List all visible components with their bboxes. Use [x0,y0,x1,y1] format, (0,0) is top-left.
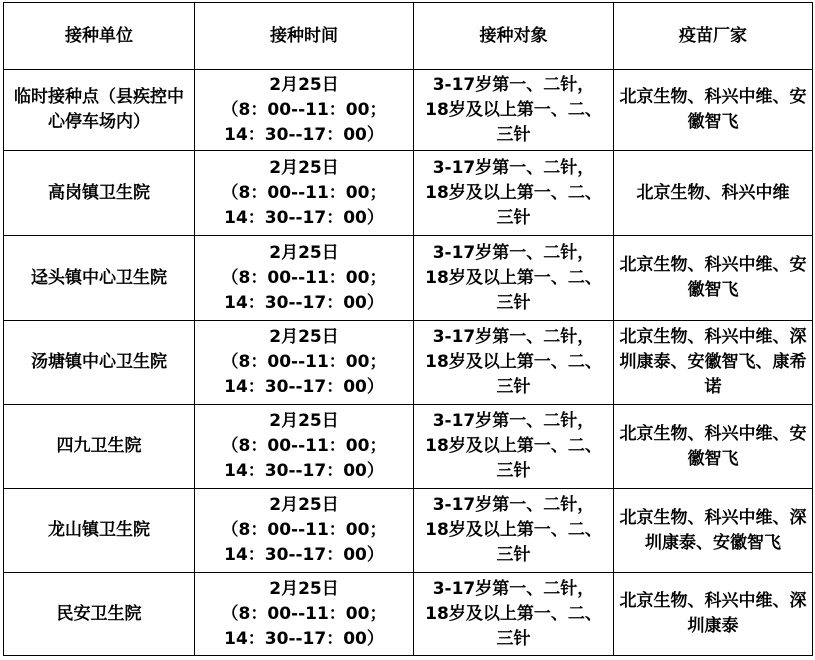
target-line: 三针 [496,292,531,313]
target-cell [414,151,614,236]
vaccination-schedule-table [3,2,813,656]
target-line: 18岁及以上第一、二、 [425,182,602,203]
unit-cell: 高岗镇卫生院 [4,151,195,236]
target-line: 18岁及以上第一、二、 [425,352,602,372]
time-date: 2月25日 [269,411,339,431]
target-line: 18岁及以上第一、二、 [425,436,602,456]
time-afternoon: 14：30--17：00） [224,292,384,313]
time-cell [195,405,414,489]
time-morning: （8：00--11：00； [221,352,387,372]
target-line: 三针 [496,207,531,228]
time-cell [195,321,414,405]
time-date: 2月25日 [269,578,339,599]
vendor-cell: 北京生物、科兴中维、安徽智飞 [614,236,813,321]
table-row [4,489,813,573]
table-row [4,321,813,405]
target-cell [414,321,614,405]
time-afternoon: 14：30--17：00） [224,377,384,397]
target-line: 3-17岁第一、二针， [432,578,595,599]
vendor-cell: 北京生物、科兴中维、深圳康泰、安徽智飞 [614,489,813,573]
target-line: 3-17岁第一、二针， [432,411,595,431]
target-line: 3-17岁第一、二针， [432,157,595,178]
time-morning: （8：00--11：00； [221,520,387,540]
header-time: 接种时间 [195,3,414,70]
time-afternoon: 14：30--17：00） [224,207,384,228]
vendor-cell: 北京生物、科兴中维、深圳康泰 [614,573,813,656]
unit-cell: 民安卫生院 [4,573,195,656]
target-line: 18岁及以上第一、二、 [425,520,602,540]
time-date: 2月25日 [269,74,339,95]
table-header [4,3,813,70]
target-line: 三针 [496,628,531,649]
table-row [4,151,813,236]
vendor-cell: 北京生物、科兴中维、安徽智飞 [614,405,813,489]
time-cell [195,70,414,151]
table-row [4,573,813,656]
unit-cell: 汤塘镇中心卫生院 [4,321,195,405]
target-cell [414,236,614,321]
time-afternoon: 14：30--17：00） [224,628,384,649]
time-morning: （8：00--11：00； [221,603,387,624]
time-afternoon: 14：30--17：00） [224,124,384,145]
time-morning: （8：00--11：00； [221,182,387,203]
table-row [4,236,813,321]
time-cell [195,573,414,656]
time-morning: （8：00--11：00； [221,267,387,288]
time-afternoon: 14：30--17：00） [224,461,384,481]
table-row [4,405,813,489]
target-line: 3-17岁第一、二针， [432,495,595,515]
vendor-cell: 北京生物、科兴中维、安徽智飞 [614,70,813,151]
target-line: 三针 [496,124,531,145]
time-morning: （8：00--11：00； [221,436,387,456]
target-line: 三针 [496,377,531,397]
target-line: 18岁及以上第一、二、 [425,99,602,120]
target-line: 三针 [496,545,531,565]
table-body [4,70,813,656]
target-cell [414,489,614,573]
vendor-cell: 北京生物、科兴中维、深圳康泰、安徽智飞、康希诺 [614,321,813,405]
header-target: 接种对象 [414,3,614,70]
target-cell [414,70,614,151]
target-cell [414,573,614,656]
unit-cell: 四九卫生院 [4,405,195,489]
target-line: 3-17岁第一、二针， [432,327,595,347]
time-date: 2月25日 [269,157,339,178]
header-vendor: 疫苗厂家 [614,3,813,70]
target-line: 三针 [496,461,531,481]
time-cell [195,489,414,573]
vendor-cell: 北京生物、科兴中维 [614,151,813,236]
target-line: 3-17岁第一、二针， [432,242,595,263]
target-line: 18岁及以上第一、二、 [425,603,602,624]
time-date: 2月25日 [269,242,339,263]
unit-cell: 临时接种点（县疾控中心停车场内） [4,70,195,151]
header-row [4,3,813,70]
target-cell [414,405,614,489]
time-date: 2月25日 [269,327,339,347]
unit-cell: 龙山镇卫生院 [4,489,195,573]
time-date: 2月25日 [269,495,339,515]
time-cell [195,236,414,321]
header-unit: 接种单位 [4,3,195,70]
time-afternoon: 14：30--17：00） [224,545,384,565]
unit-cell: 迳头镇中心卫生院 [4,236,195,321]
time-cell [195,151,414,236]
table-row [4,70,813,151]
target-line: 18岁及以上第一、二、 [425,267,602,288]
time-morning: （8：00--11：00； [221,99,387,120]
target-line: 3-17岁第一、二针， [432,74,595,95]
